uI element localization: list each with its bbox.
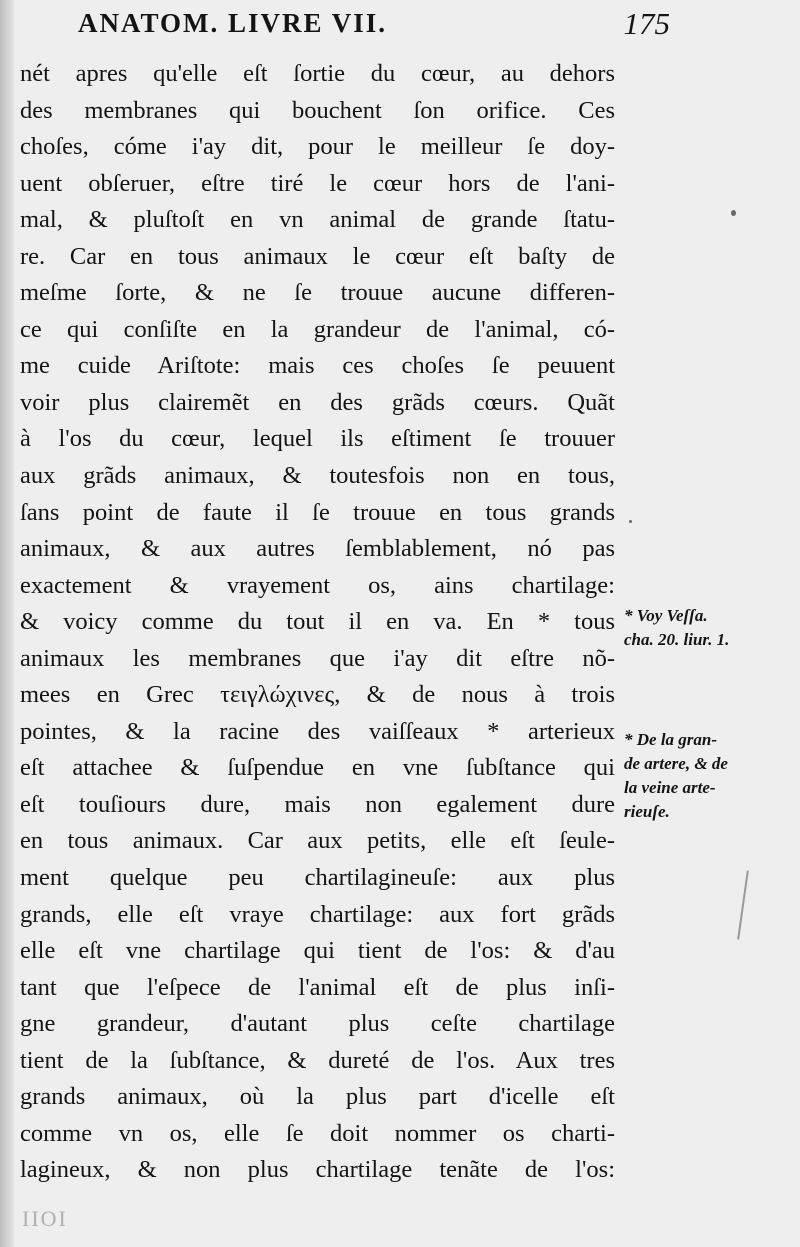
text-line: aux grãds animaux, & toutesfois non en tous, — [20, 462, 615, 490]
text-line: ment quelque peu chartilagineuſe: aux plus — [20, 864, 615, 892]
ink-speck — [629, 520, 632, 523]
ink-speck — [731, 210, 736, 216]
text-line: comme vn os, elle ſe doit nommer os charti- — [20, 1119, 615, 1147]
margin-note-line: rieuſe. — [624, 802, 670, 821]
text-line: gne grandeur, d'autant plus ceſte chartilage — [20, 1010, 615, 1038]
text-line: elle eſt vne chartilage qui tient de l'os: & d'au — [20, 937, 615, 965]
text-line: mees en Grec τειγλώχινες, & de nous à trois — [20, 681, 615, 709]
text-line: voir plus clairemẽt en des grãds cœurs. Quãt — [20, 388, 615, 416]
text-line: re. Car en tous animaux le cœur eſt baſty de — [20, 242, 615, 270]
margin-note-line: * Voy Veſſa. — [624, 606, 708, 625]
text-line: uent obſeruer, eſtre tiré le cœur hors de l'ani- — [20, 169, 615, 197]
margin-note-artery — [624, 728, 728, 824]
running-head — [70, 4, 670, 44]
paper-scratch — [737, 870, 749, 940]
text-line: en tous animaux. Car aux petits, elle eſt ſeule- — [20, 827, 615, 855]
text-line: grands animaux, où la plus part d'icelle eſt — [20, 1083, 615, 1111]
text-line: des membranes qui bouchent ſon orifice. Ces — [20, 96, 615, 124]
text-line: choſes, cóme i'ay dit, pour le meilleur ſe doy- — [20, 133, 615, 161]
text-line: eſt attachee & ſuſpendue en vne ſubſtance qui — [20, 754, 615, 782]
text-line: eſt touſiours dure, mais non egalement dure — [20, 790, 615, 818]
page-gutter — [0, 0, 14, 1247]
text-line: & voicy comme du tout il en va. En * tous — [20, 608, 615, 636]
body-text — [20, 56, 615, 1189]
text-line: grands, elle eſt vraye chartilage: aux fort grãds — [20, 900, 615, 928]
text-line: à l'os du cœur, lequel ils eſtiment ſe trouuer — [20, 425, 615, 453]
text-line: tient de la ſubſtance, & dureté de l'os. Aux tres — [20, 1046, 615, 1074]
margin-note-line: de artere, & de — [624, 754, 728, 773]
margin-note-vesalius — [624, 604, 729, 652]
text-line: exactement & vrayement os, ains chartilage: — [20, 571, 615, 599]
text-line: tant que l'eſpece de l'animal eſt de plus inſi- — [20, 973, 615, 1001]
text-line: mal, & pluſtoſt en vn animal de grande ſtatu- — [20, 206, 615, 234]
text-line: pointes, & la racine des vaiſſeaux * arterieux — [20, 717, 615, 745]
page-number: 175 — [623, 6, 670, 41]
text-line: animaux, & aux autres ſemblablement, nó pas — [20, 535, 615, 563]
text-line: meſme ſorte, & ne ſe trouue aucune differen- — [20, 279, 615, 307]
text-line: ce qui conſiſte en la grandeur de l'animal, có- — [20, 315, 615, 343]
text-line: ſans point de faute il ſe trouue en tous grands — [20, 498, 615, 526]
margin-note-line: la veine arte- — [624, 778, 716, 797]
text-line: lagineux, & non plus chartilage tenãte de l'os: — [20, 1156, 615, 1184]
signature-mark: IIOI — [22, 1206, 68, 1231]
text-line: nét apres qu'elle eſt ſortie du cœur, au dehors — [20, 60, 615, 87]
text-line: animaux les membranes que i'ay dit eſtre nõ- — [20, 644, 615, 672]
running-head-title: ANATOM. LIVRE VII. — [78, 8, 388, 38]
margin-note-line: cha. 20. liur. 1. — [624, 630, 730, 649]
text-line: me cuide Ariſtote: mais ces choſes ſe peuuent — [20, 352, 615, 380]
margin-note-line: * De la gran- — [624, 730, 718, 749]
